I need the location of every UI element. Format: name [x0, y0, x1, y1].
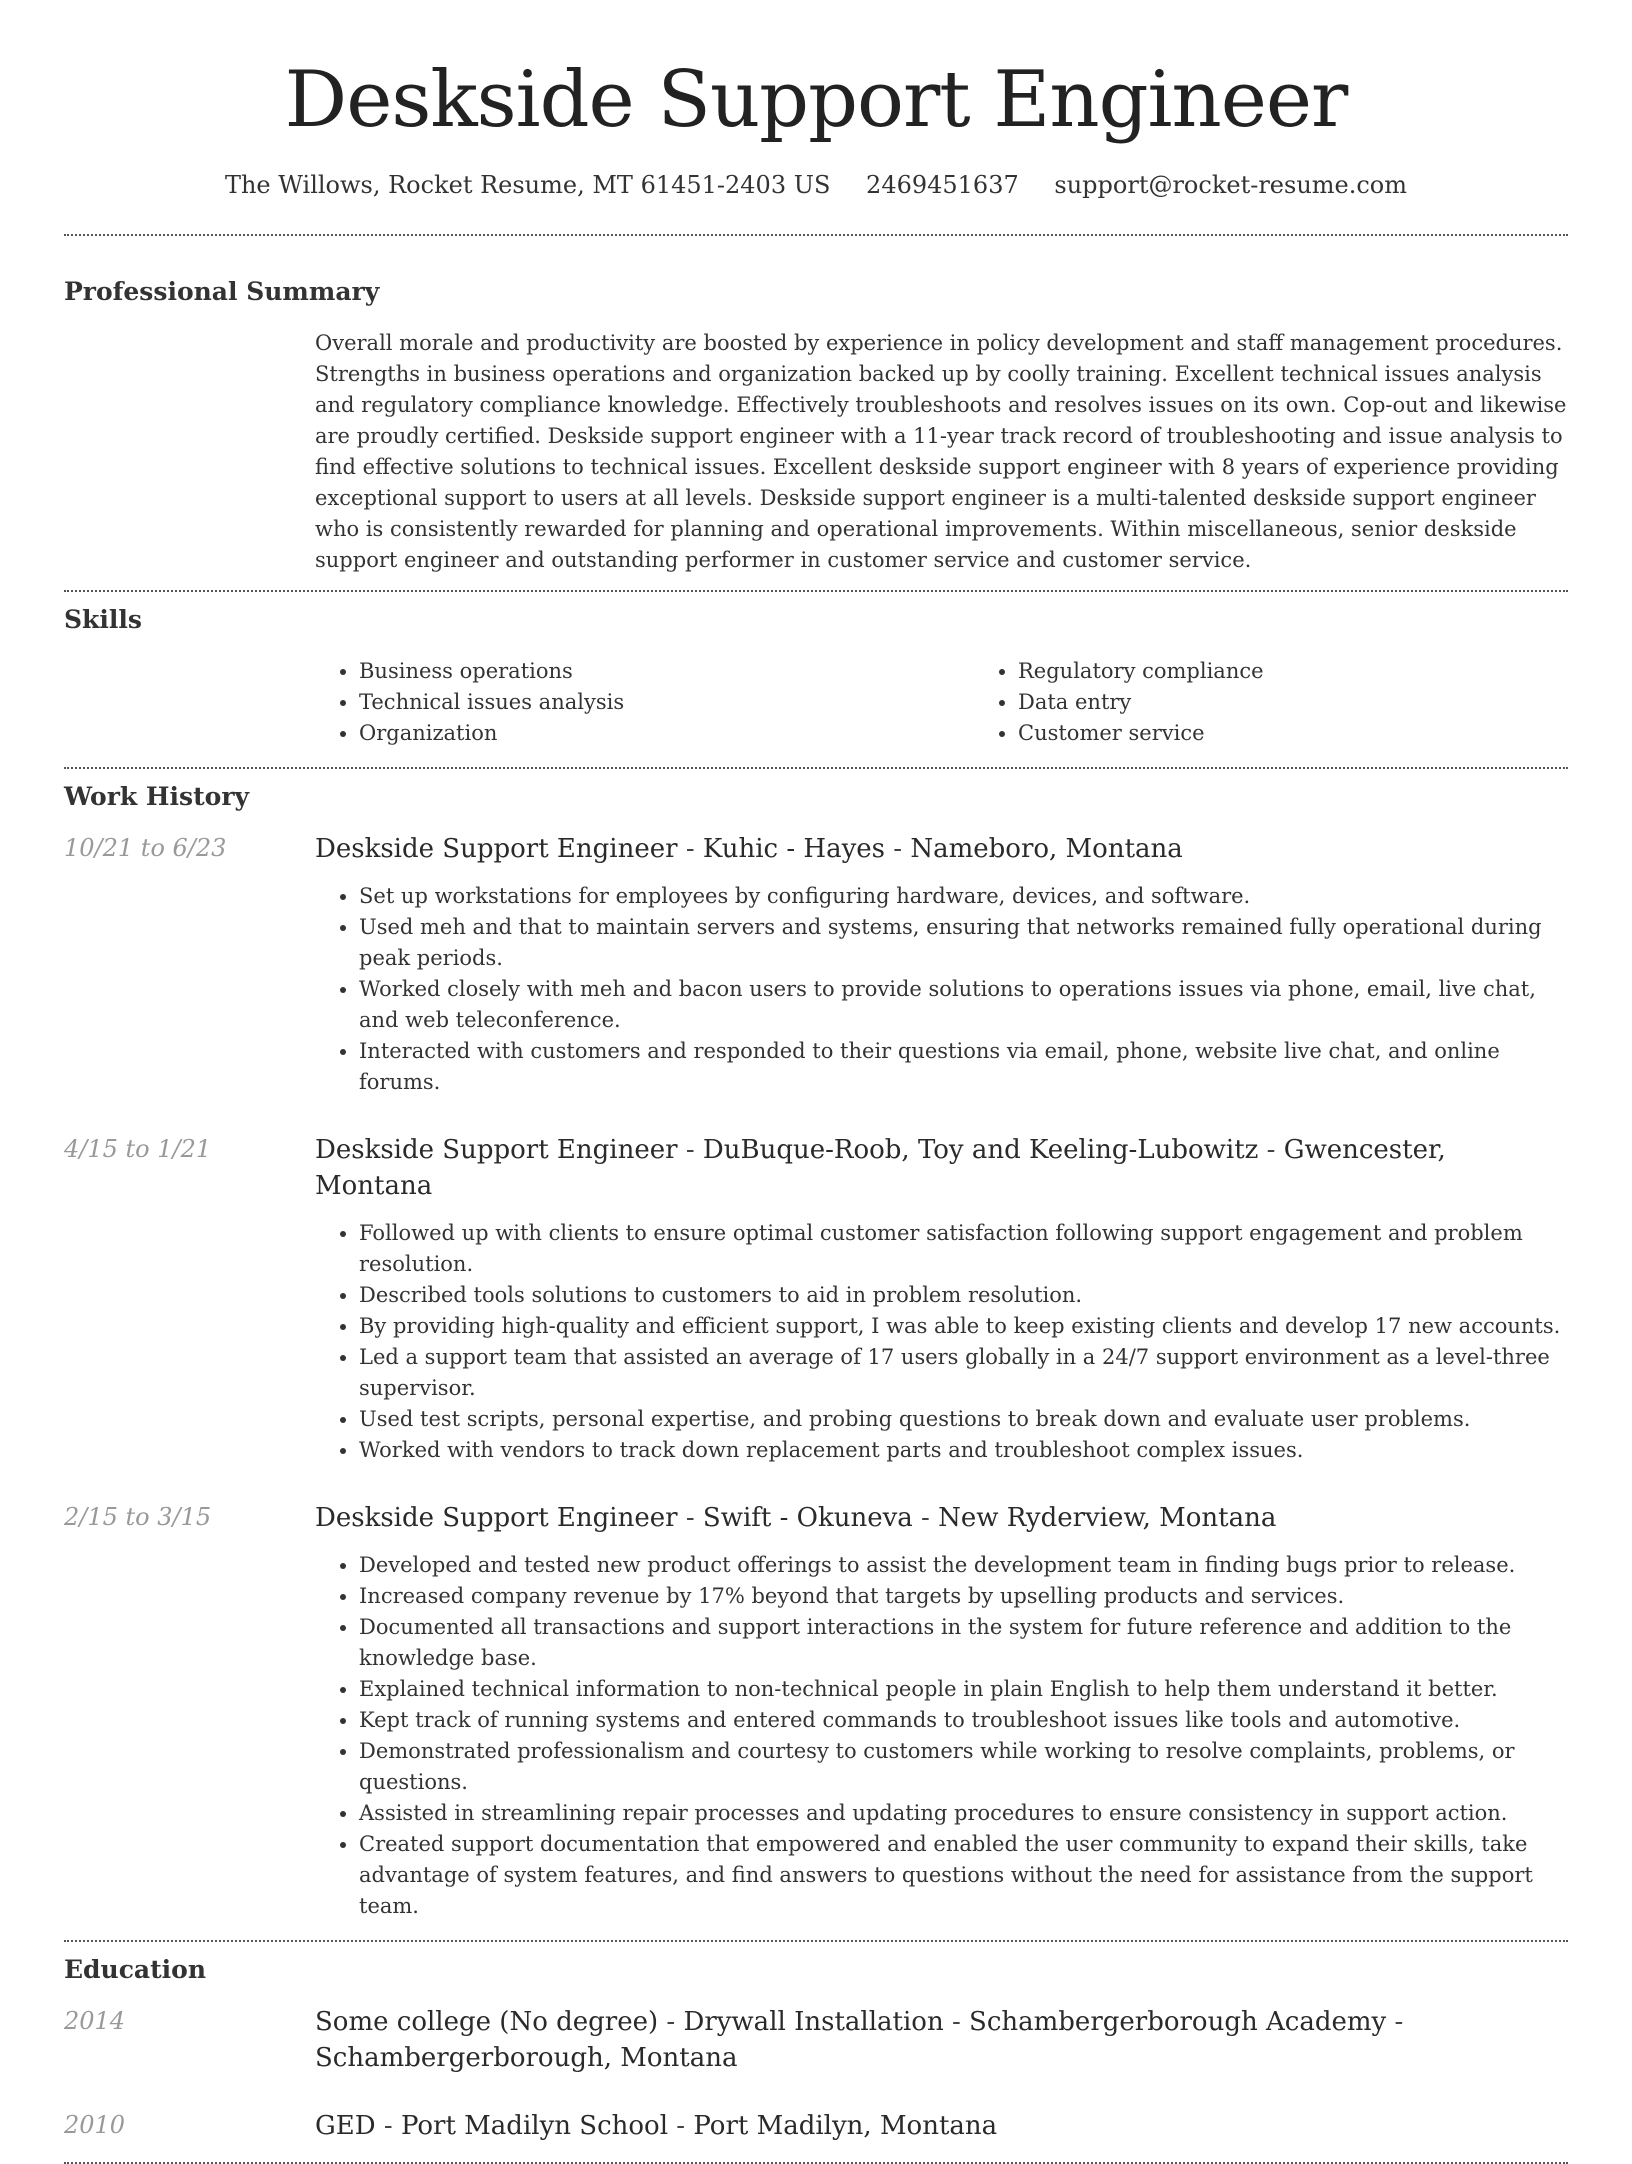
education-school: Port Madilyn School [400, 2111, 669, 2141]
job-entry [64, 1500, 1568, 1922]
section-title-skills: Skills [64, 605, 142, 634]
skill-item: • Business operations [359, 656, 974, 687]
job-bullet: • Explained technical information to non-technical people in plain English to help them understand it better. [359, 1674, 1568, 1705]
job-heading: Deskside Support Engineer - Swift - Okuneva - New Ryderview, Montana [315, 1503, 1277, 1533]
job-role: Deskside Support Engineer [315, 834, 678, 864]
education-degree: GED [315, 2111, 376, 2141]
job-role: Deskside Support Engineer [315, 1135, 678, 1165]
education-heading: GED - Port Madilyn School - Port Madilyn, Montana [315, 2111, 998, 2141]
summary-section [64, 236, 1568, 576]
summary-text: Overall morale and productivity are boosted by experience in policy development and staff management procedures. Strengths in business operations and organization backed up by coolly training. Excellent technical issues analysis and regulatory compliance knowledge. Effectively troubleshoots and resolves issues on its own. Cop-out and likewise are proudly certified. Deskside support engineer with a 11-year track record of troubleshooting and issue analysis to find effective solutions to technical issues. Excellent deskside support engineer with 8 years of experience providing exceptional support to users at all levels. Deskside support engineer is a multi-talented deskside support engineer who is consistently rewarded for planning and operational improvements. Within miscellaneous, senior deskside support engineer and outstanding performer in customer service and customer service. [315, 331, 1567, 572]
skills-column-right [974, 656, 1632, 749]
contact-line [64, 170, 1568, 200]
education-location: Port Madilyn, Montana [693, 2111, 998, 2141]
education-degree: Some college (No degree) [315, 2007, 659, 2037]
job-bullet: • By providing high-quality and efficient support, I was able to keep existing clients and develop 17 new accounts. [359, 1311, 1568, 1342]
job-bullet: • Increased company revenue by 17% beyond that targets by upselling products and services. [359, 1581, 1568, 1612]
skills-column-left [315, 656, 974, 749]
job-bullet: • Interacted with customers and responded to their questions via email, phone, website live chat, and online forums. [359, 1036, 1568, 1098]
job-bullet: • Used test scripts, personal expertise, and probing questions to break down and evaluate user problems. [359, 1404, 1568, 1435]
job-company: Swift - Okuneva [702, 1503, 913, 1533]
job-entry [64, 831, 1568, 1098]
job-dates: 10/21 to 6/23 [64, 834, 227, 862]
job-company: Kuhic - Hayes [702, 834, 886, 864]
job-bullet: • Set up workstations for employees by configuring hardware, devices, and software. [359, 881, 1568, 912]
job-bullet: • Assisted in streamlining repair processes and updating procedures to ensure consistency in support action. [359, 1798, 1568, 1829]
education-field: Drywall Installation [683, 2007, 944, 2037]
job-location: Gwencester, Montana [315, 1135, 1446, 1201]
education-year: 2010 [64, 2111, 126, 2139]
skill-item: • Organization [359, 718, 974, 749]
job-heading: Deskside Support Engineer - DuBuque-Roob, Toy and Keeling-Lubowitz - Gwencester, Montana [315, 1135, 1446, 1201]
education-entry [64, 2004, 1568, 2076]
job-bullet: • Described tools solutions to customers to aid in problem resolution. [359, 1280, 1568, 1311]
job-bullet: • Led a support team that assisted an average of 17 users globally in a 24/7 support environment as a level-three supervisor. [359, 1342, 1568, 1404]
job-role: Deskside Support Engineer [315, 1503, 678, 1533]
job-location: New Ryderview, Montana [938, 1503, 1277, 1533]
education-entry [64, 2108, 1568, 2144]
skill-item: • Data entry [1018, 687, 1632, 718]
skills-list [315, 656, 1568, 749]
contact-phone: 2469451637 [866, 171, 1019, 199]
skills-section [64, 592, 1568, 749]
contact-address: The Willows, Rocket Resume, MT 61451-2403 US [224, 171, 831, 199]
job-company: DuBuque-Roob, Toy and Keeling-Lubowitz [702, 1135, 1259, 1165]
contact-email: support@rocket-resume.com [1054, 171, 1408, 199]
job-bullet: • Followed up with clients to ensure optimal customer satisfaction following support engagement and problem resolution. [359, 1218, 1568, 1280]
education-heading: Some college (No degree) - Drywall Installation - Schambergerborough Academy - Schambergerborough, Montana [315, 2007, 1404, 2073]
job-bullets [315, 1218, 1568, 1466]
education-school: Schambergerborough Academy [969, 2007, 1387, 2037]
section-title-summary: Professional Summary [64, 277, 380, 306]
job-heading: Deskside Support Engineer - Kuhic - Hayes - Nameboro, Montana [315, 834, 1183, 864]
work-section [64, 769, 1568, 1922]
job-bullet: • Worked with vendors to track down replacement parts and troubleshoot complex issues. [359, 1435, 1568, 1466]
job-bullet: • Demonstrated professionalism and courtesy to customers while working to resolve complaints, problems, or questions. [359, 1736, 1568, 1798]
skill-item: • Technical issues analysis [359, 687, 974, 718]
job-bullet: • Documented all transactions and support interactions in the system for future reference and addition to the knowledge base. [359, 1612, 1568, 1674]
section-title-education: Education [64, 1955, 207, 1984]
job-entry [64, 1132, 1568, 1466]
job-bullet: • Developed and tested new product offerings to assist the development team in finding bugs prior to release. [359, 1550, 1568, 1581]
job-bullets [315, 881, 1568, 1098]
job-location: Nameboro, Montana [910, 834, 1183, 864]
job-bullet: • Kept track of running systems and entered commands to troubleshoot issues like tools and automotive. [359, 1705, 1568, 1736]
job-dates: 4/15 to 1/21 [64, 1135, 212, 1163]
skill-item: • Customer service [1018, 718, 1632, 749]
section-title-work: Work History [64, 782, 250, 811]
job-dates: 2/15 to 3/15 [64, 1503, 212, 1531]
job-bullet: • Worked closely with meh and bacon users to provide solutions to operations issues via phone, email, live chat, and web teleconference. [359, 974, 1568, 1036]
resume-name: Deskside Support Engineer [284, 55, 1348, 145]
job-bullet: • Created support documentation that empowered and enabled the user community to expand their skills, take advantage of system features, and find answers to questions without the need for assistance from the support team. [359, 1829, 1568, 1922]
skill-item: • Regulatory compliance [1018, 656, 1632, 687]
education-location: Schambergerborough, Montana [315, 2043, 738, 2073]
job-bullet: • Used meh and that to maintain servers and systems, ensuring that networks remained fully operational during peak periods. [359, 912, 1568, 974]
job-bullets [315, 1550, 1568, 1922]
education-section [64, 1942, 1568, 2144]
education-year: 2014 [64, 2007, 126, 2035]
